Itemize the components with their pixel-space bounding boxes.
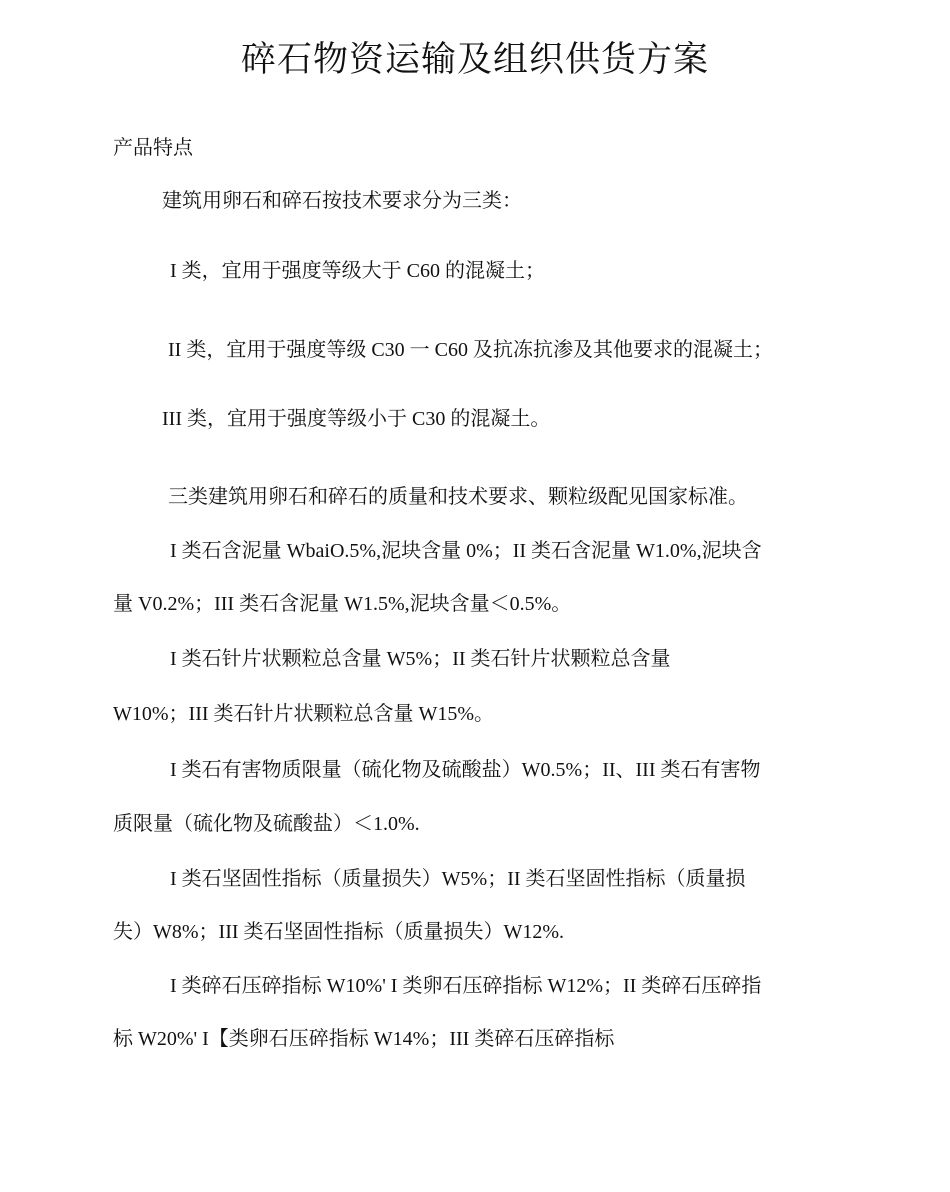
class-2-usage: II 类，宜用于强度等级 C30 一 C60 及抗冻抗渗及其他要求的混凝土； [168, 339, 773, 361]
soundness-line-2: 失）W8%；III 类石坚固性指标（质量损失）W12%. [113, 921, 565, 943]
harmful-substances-line-2: 质限量（硫化物及硫酸盐）＜1.0%. [113, 813, 420, 835]
class-1-usage: I 类，宜用于强度等级大于 C60 的混凝土； [170, 260, 545, 282]
soundness-line-1: I 类石坚固性指标（质量损失）W5%；II 类石坚固性指标（质量损 [170, 868, 746, 890]
needle-flake-line-2: W10%；III 类石针片状颗粒总含量 W15%。 [113, 703, 495, 725]
harmful-substances-line-1: I 类石有害物质限量（硫化物及硫酸盐）W0.5%；II、III 类石有害物 [170, 759, 761, 781]
intro-paragraph: 建筑用卵石和碎石按技术要求分为三类： [162, 190, 522, 212]
standard-note: 三类建筑用卵石和碎石的质量和技术要求、颗粒级配见国家标准。 [168, 486, 748, 508]
mud-content-line-2: 量 V0.2%；III 类石含泥量 W1.5%,泥块含量＜0.5%。 [113, 593, 572, 615]
crushing-index-line-1: I 类碎石压碎指标 W10%' I 类卵石压碎指标 W12%；II 类碎石压碎指 [170, 975, 762, 997]
mud-content-line-1: I 类石含泥量 WbaiO.5%,泥块含量 0%；II 类石含泥量 W1.0%,泥块含 [170, 540, 762, 562]
section-heading: 产品特点 [113, 137, 193, 159]
crushing-index-line-2: 标 W20%' I【类卵石压碎指标 W14%；III 类碎石压碎指标 [113, 1028, 615, 1050]
needle-flake-line-1: I 类石针片状颗粒总含量 W5%；II 类石针片状颗粒总含量 [170, 648, 671, 670]
class-3-usage: III 类，宜用于强度等级小于 C30 的混凝土。 [162, 408, 551, 430]
document-title: 碎石物资运输及组织供货方案 [240, 40, 709, 80]
